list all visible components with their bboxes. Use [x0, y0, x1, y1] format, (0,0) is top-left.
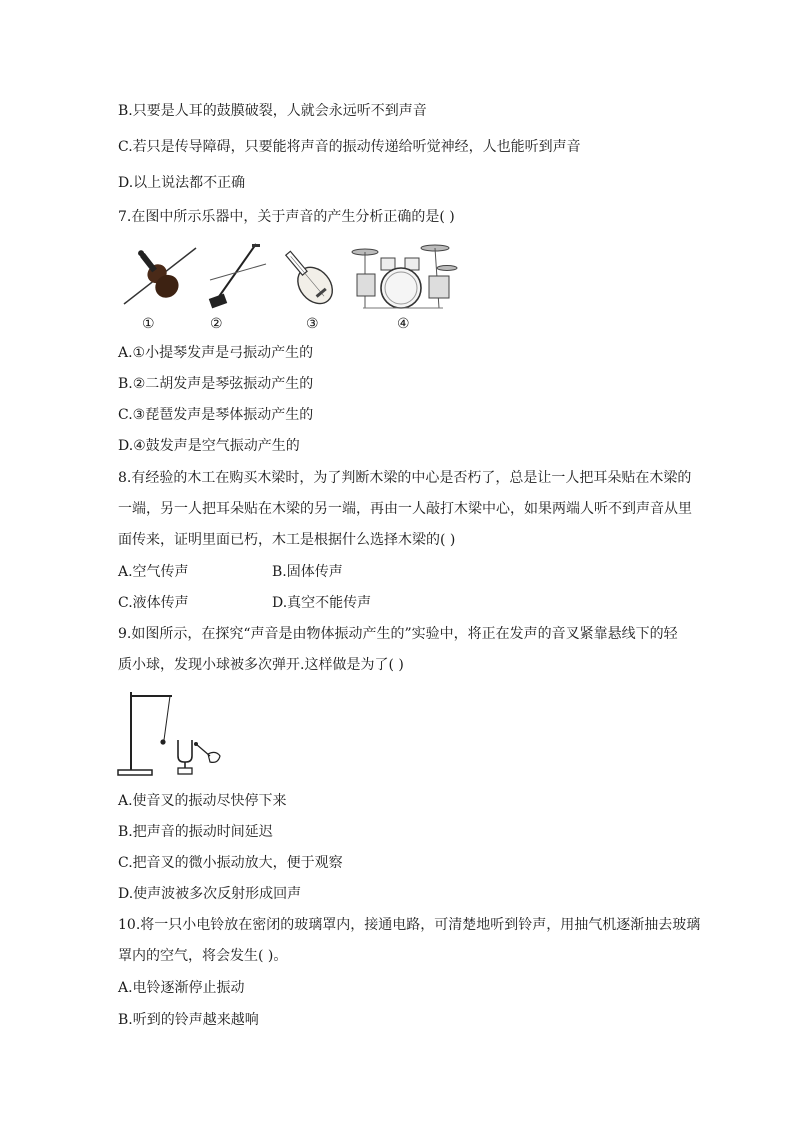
instrument-label-2: ②	[210, 316, 223, 332]
instrument-label-4: ④	[397, 316, 410, 332]
q7-option-d: D.④鼓发声是空气振动产生的	[118, 438, 300, 454]
q10-option-a: A.电铃逐渐停止振动	[118, 980, 245, 996]
q9-stem-line-1: 9.如图所示，在探究“声音是由物体振动产生的”实验中，将正在发声的音叉紧靠悬线下的轻	[118, 626, 678, 642]
q9-option-a: A.使音叉的振动尽快停下来	[118, 793, 287, 809]
drum-kit-image	[343, 240, 461, 312]
q8-stem-line-2: 一端，另一人把耳朵贴在木梁的另一端，再由一人敲打木梁中心，如果两端人听不到声音从里	[118, 501, 692, 517]
q8-option-a: A.空气传声	[118, 564, 189, 580]
q9-option-c: C.把音叉的微小振动放大，便于观察	[118, 855, 343, 871]
q7-stem: 7.在图中所示乐器中，关于声音的产生分析正确的是( )	[118, 209, 455, 225]
violin-image	[120, 242, 202, 310]
q8-option-c: C.液体传声	[118, 595, 189, 611]
instrument-label-3: ③	[306, 316, 319, 332]
q6-option-d: D.以上说法都不正确	[118, 175, 246, 191]
q10-stem-line-1: 10.将一只小电铃放在密闭的玻璃罩内，接通电路，可清楚地听到铃声，用抽气机逐渐抽去玻璃	[118, 917, 701, 933]
q8-stem-line-3: 面传来，证明里面已朽，木工是根据什么选择木梁的( )	[118, 532, 456, 548]
q7-option-b: B.②二胡发声是琴弦振动产生的	[118, 376, 314, 392]
erhu-image	[204, 240, 270, 312]
q10-stem-line-2: 罩内的空气，将会发生( )。	[118, 948, 288, 964]
tuning-fork-apparatus-diagram	[116, 688, 226, 778]
q7-option-a: A.①小提琴发声是弓振动产生的	[118, 345, 314, 361]
q7-option-c: C.③琵琶发声是琴体振动产生的	[118, 407, 314, 423]
q6-option-b: B.只要是人耳的鼓膜破裂，人就会永远听不到声音	[118, 103, 427, 119]
q8-option-b: B.固体传声	[272, 564, 343, 580]
q8-stem-line-1: 8.有经验的木工在购买木梁时，为了判断木梁的中心是否朽了，总是让一人把耳朵贴在木梁的	[118, 470, 692, 486]
q6-option-c: C.若只是传导障碍，只要能将声音的振动传递给听觉神经，人也能听到声音	[118, 139, 581, 155]
q10-option-b: B.听到的铃声越来越响	[118, 1012, 259, 1028]
q8-option-d: D.真空不能传声	[272, 595, 372, 611]
q9-option-b: B.把声音的振动时间延迟	[118, 824, 273, 840]
q9-stem-line-2: 质小球，发现小球被多次弹开.这样做是为了( )	[118, 657, 404, 673]
instrument-label-1: ①	[142, 316, 155, 332]
pipa-image	[275, 242, 341, 312]
q9-option-d: D.使声波被多次反射形成回声	[118, 886, 302, 902]
